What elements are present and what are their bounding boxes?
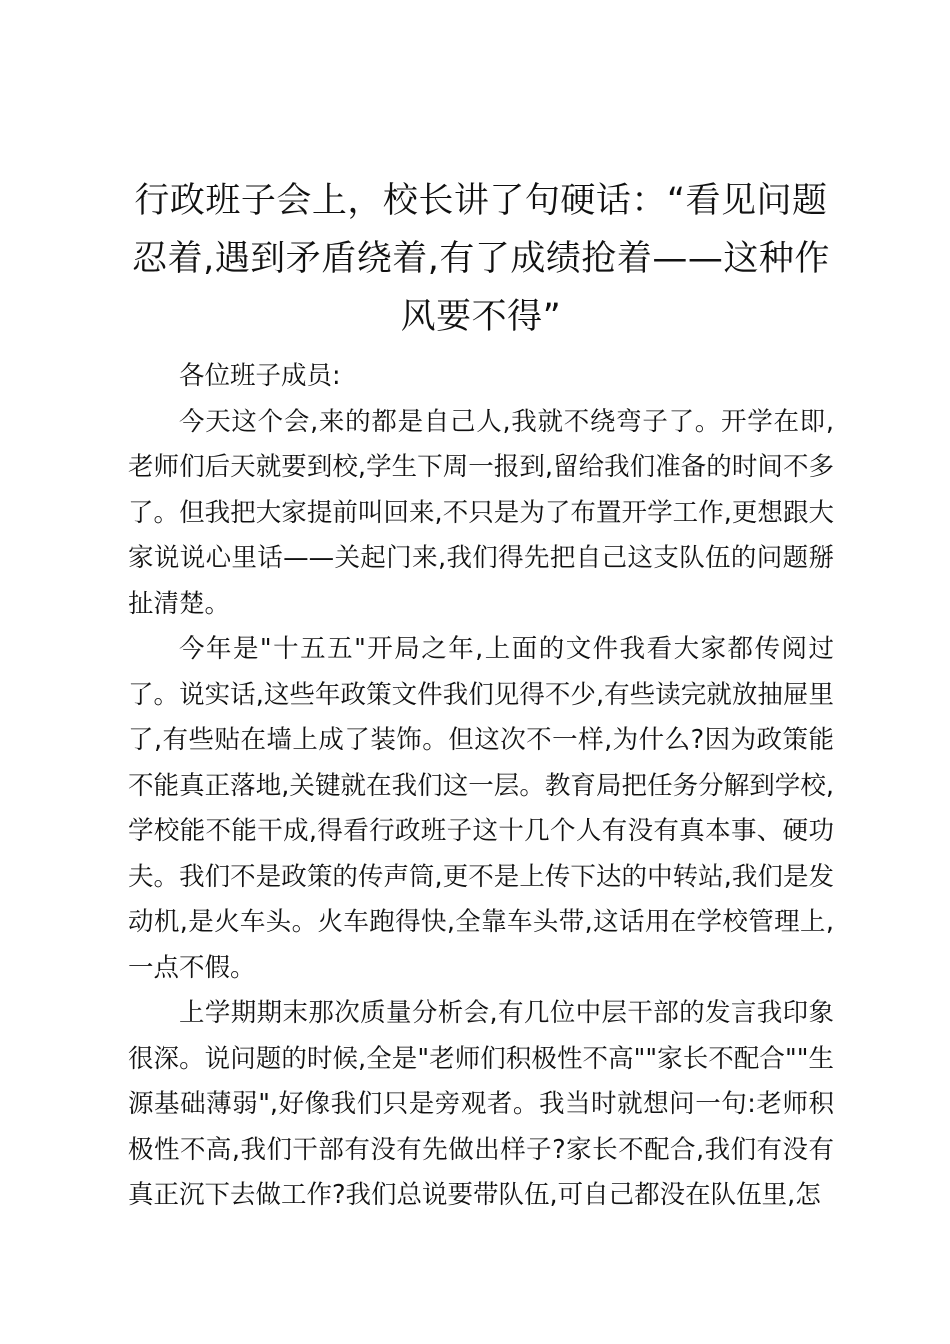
body-paragraph: 今天这个会,来的都是自己人,我就不绕弯子了。开学在即,老师们后天就要到校,学生下周一报到,留给我们准备的时间不多了。但我把大家提前叫回来,不只是为了布置开学工作,更想跟大家说说心里话——关起门来,我们得先把自己这支队伍的问题掰扯清楚。 xyxy=(128,406,834,619)
body-paragraph: 上学期期末那次质量分析会,有几位中层干部的发言我印象很深。说问题的时候,全是"老师们积极性不高""家长不配合""生源基础薄弱",好像我们只是旁观者。我当时就想问一句:老师积极性不高,我们干部有没有先做出样子?家长不配合,我们有没有真正沉下去做工作?我们总说要带队伍,可自己都没在队伍里,怎 xyxy=(128,998,834,1210)
document-page xyxy=(128,172,834,1219)
salutation: 各位班子成员: xyxy=(179,361,341,391)
document-title: 行政班子会上，校长讲了句硬话：“看见问题忍着,遇到矛盾绕着,有了成绩抢着——这种作风要不得” xyxy=(132,181,830,337)
body-paragraph: 今年是"十五五"开局之年,上面的文件我看大家都传阅过了。说实话,这些年政策文件我们见得不少,有些读完就放抽屉里了,有些贴在墙上成了装饰。但这次不一样,为什么?因为政策能不能真正落地,关键就在我们这一层。教育局把任务分解到学校,学校能不能干成,得看行政班子这十几个人有没有真本事、硬功夫。我们不是政策的传声筒,更不是上传下达的中转站,我们是发动机,是火车头。火车跑得快,全靠车头带,这话用在学校管理上,一点不假。 xyxy=(128,634,834,983)
